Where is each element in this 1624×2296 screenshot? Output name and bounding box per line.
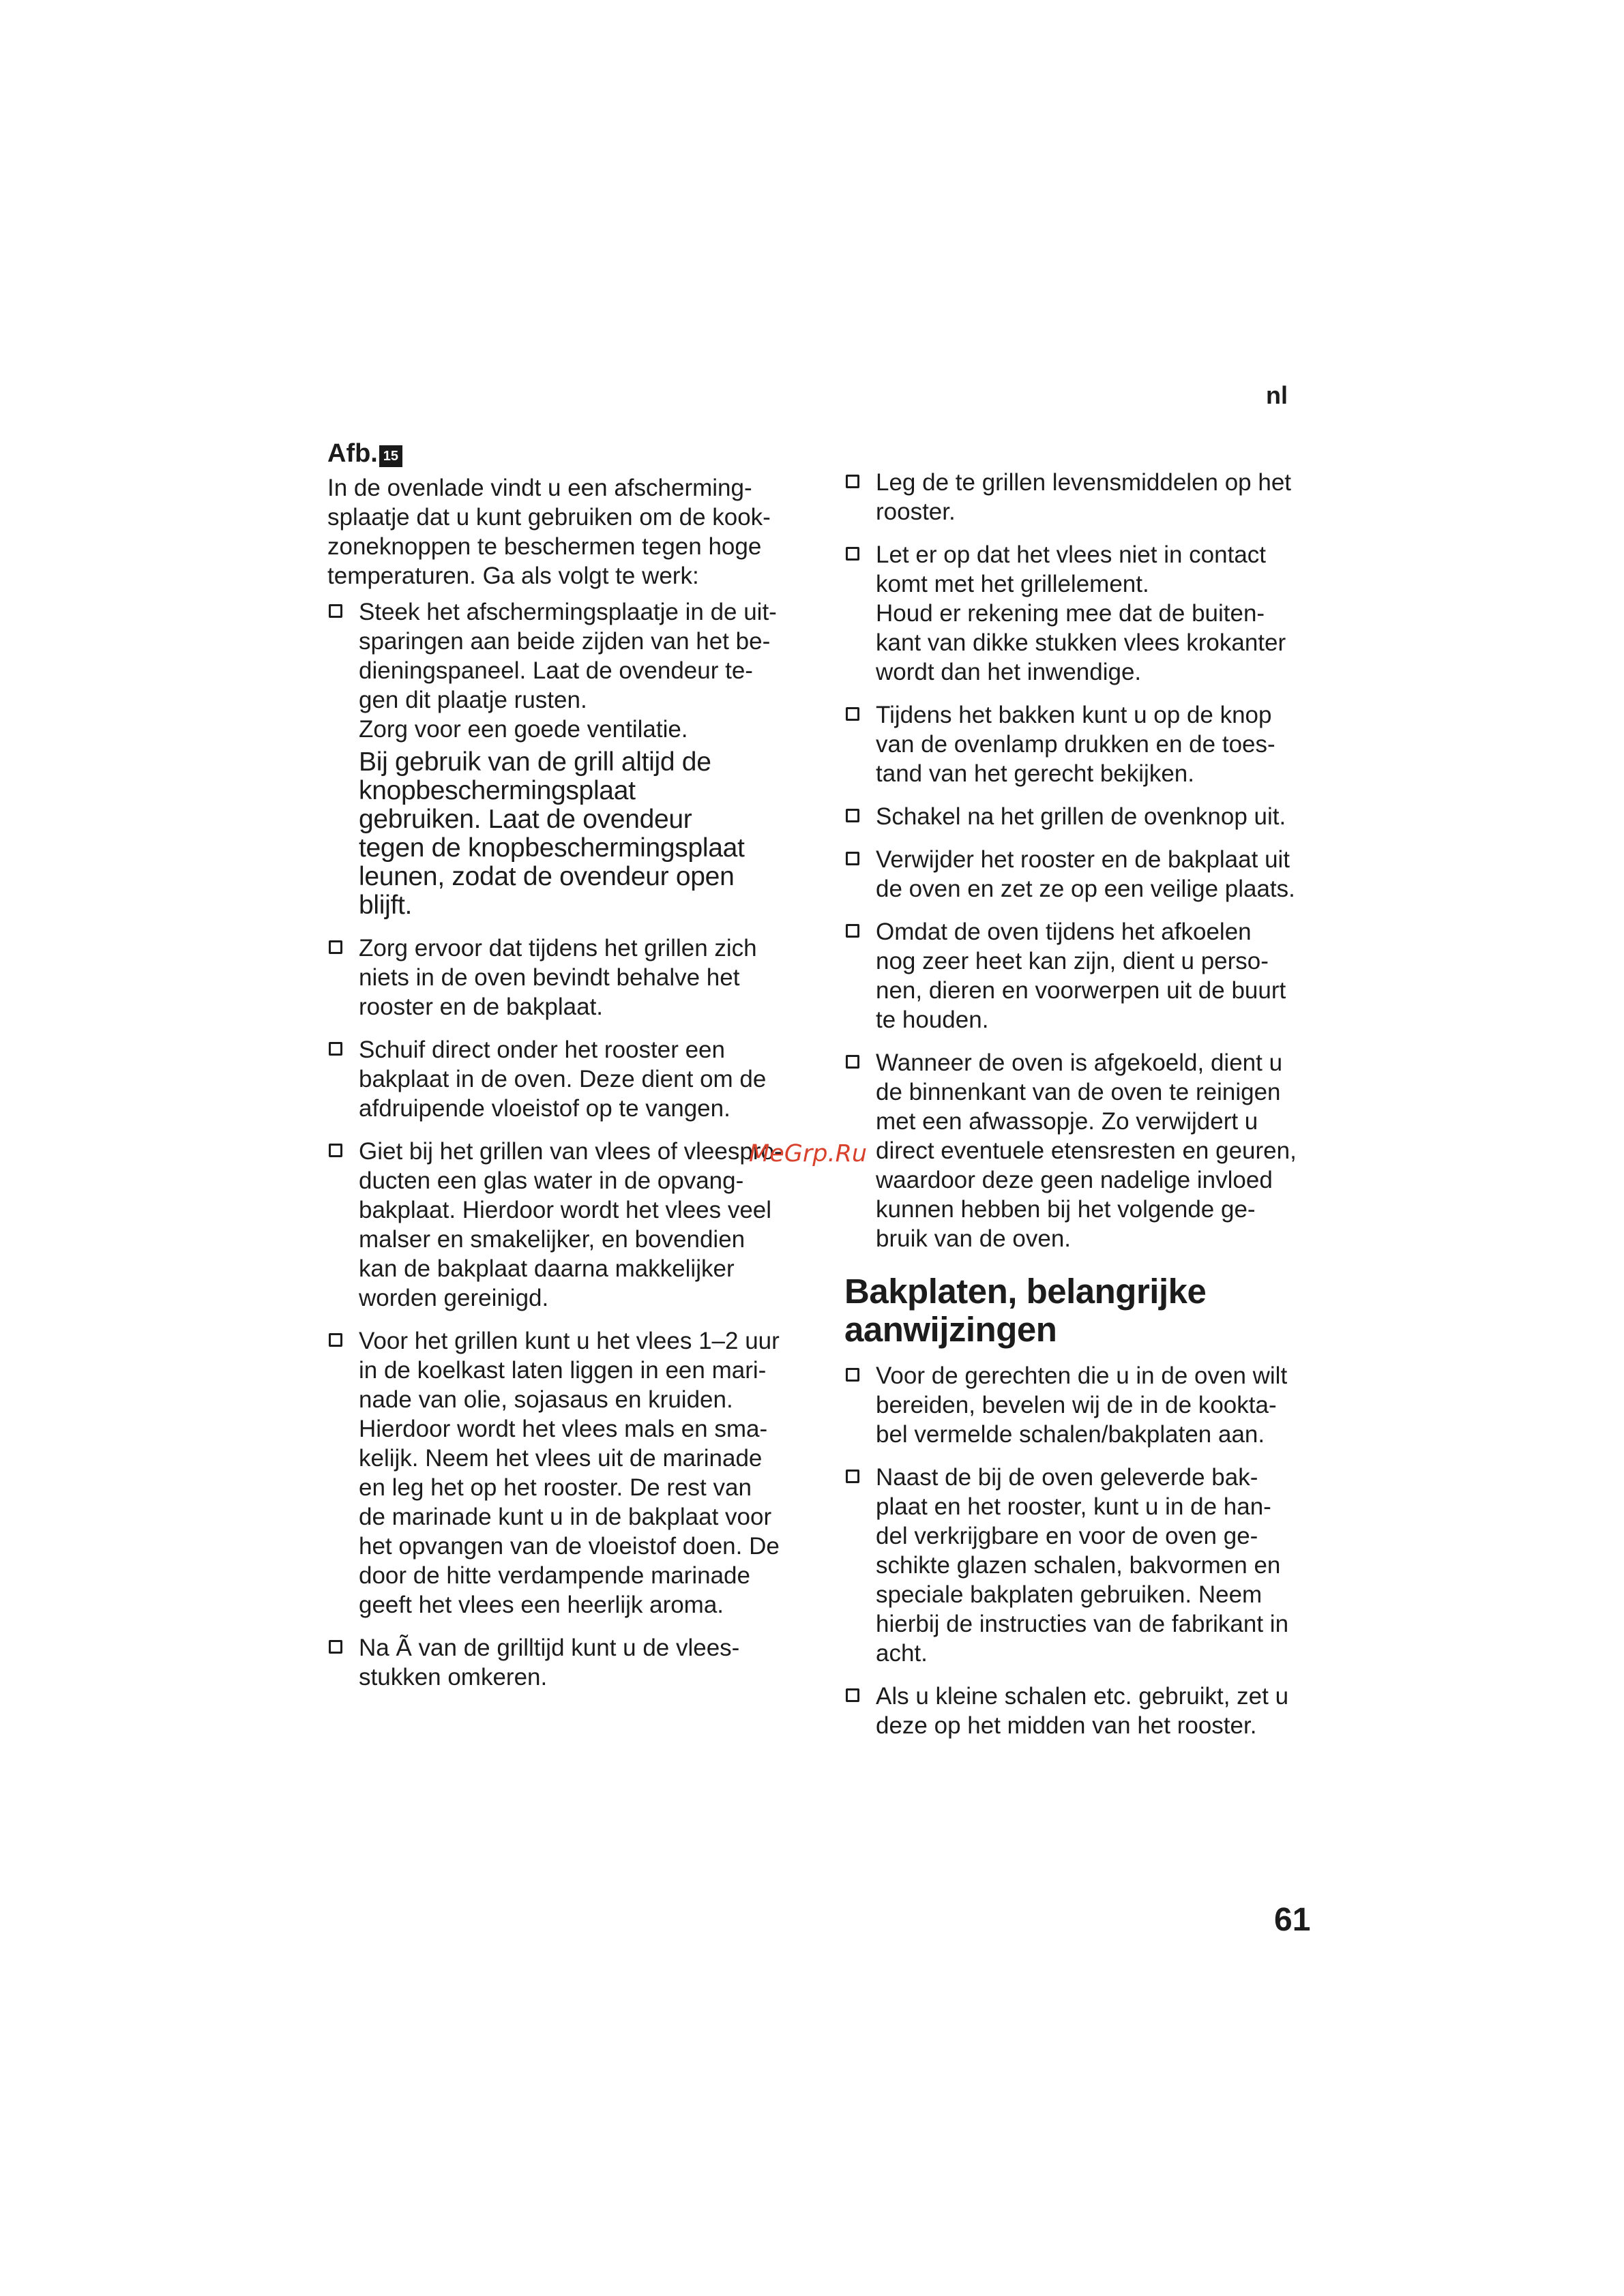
checkbox-bullet-icon [846, 924, 859, 938]
list-item [844, 1361, 1329, 1449]
list-item-text: Naast de bij de oven geleverde bak- plaat en het rooster, kunt u in de han- del verkrijgbare en voor de oven ge- schikte glazen schalen, bakvormen en speciale bakplaten gebruiken. Neem hierbij de instructies van de fabrikant in acht. [876, 1464, 1289, 1667]
list-item-text: Verwijder het rooster en de bakplaat uit de oven en zet ze op een veilige plaats. [876, 846, 1295, 902]
list-item-text: Na Ã van de grilltijd kunt u de vlees- stukken omkeren. [359, 1635, 740, 1690]
list-item [844, 468, 1329, 526]
list-item-text: Let er op dat het vlees niet in contact komt met het grillelement. Houd er rekening mee dat de buiten- kant van dikke stukken vlees krokanter wordt dan het inwendige. [876, 541, 1286, 685]
figure-label: Afb. [327, 439, 378, 468]
checkbox-bullet-icon [846, 1055, 859, 1069]
list-item-text: Omdat de oven tijdens het afkoelen nog zeer heet kan zijn, dient u perso- nen, dieren en voorwerpen uit de buurt te houden. [876, 919, 1286, 1033]
list-item-text: Zorg ervoor dat tijdens het grillen zich niets in de oven bevindt behalve het rooster en de bakplaat. [359, 935, 757, 1020]
checkbox-bullet-icon [329, 1144, 342, 1157]
checkbox-bullet-icon [329, 940, 342, 954]
list-item [327, 934, 812, 1022]
list-item [844, 917, 1329, 1034]
list-item [327, 597, 812, 920]
list-item-text: Voor de gerechten die u in de oven wilt bereiden, bevelen wij de in de kookta- bel vermelde schalen/bakplaten aan. [876, 1362, 1288, 1448]
checkbox-bullet-icon [846, 475, 859, 488]
list-item [844, 1682, 1329, 1740]
checkbox-bullet-icon [846, 707, 859, 721]
list-item-text: Als u kleine schalen etc. gebruikt, zet u deze op het midden van het rooster. [876, 1683, 1289, 1739]
checkbox-bullet-icon [846, 1688, 859, 1702]
watermark-text: MeGrp.Ru [749, 1140, 868, 1167]
list-item-text: Giet bij het grillen van vlees of vleespro- ducten een glas water in de opvang- bakplaat. Hierdoor wordt het vlees veel malser en smakelijker, en bovendien kan de bakplaat daarna makkelijker worden gereinigd. [359, 1138, 782, 1311]
checkbox-bullet-icon [846, 1470, 859, 1483]
list-item-text: Wanneer de oven is afgekoeld, dient u de binnenkant van de oven te reinigen met een afwassopje. Zo verwijdert u direct eventuele etensresten en geuren, waardoor deze geen nadelige invloed kunnen hebben bij het volgende ge- bruik van de oven. [876, 1049, 1297, 1252]
list-item-text: Steek het afschermingsplaatje in de uit- sparingen aan beide zijden van het be- dieningspaneel. Laat de ovendeur te- gen dit plaatje rusten. Zorg voor een goede ventilatie. [359, 599, 777, 743]
page-number: 61 [1274, 1902, 1311, 1938]
list-item [327, 1633, 812, 1692]
list-item-text: Voor het grillen kunt u het vlees 1–2 uur in de koelkast laten liggen in een mari- nade van olie, sojasaus en kruiden. Hierdoor wordt het vlees mals en sma- kelijk. Neem het vlees uit de marinade en leg het op het rooster. De rest van de marinade kunt u in de bakplaat voor het opvangen van de vloeistof doen. De door de hitte verdampende marinade geeft het vlees een heerlijk aroma. [359, 1328, 780, 1618]
language-code: nl [1266, 381, 1288, 409]
figure-reference [327, 436, 812, 471]
list-item [844, 802, 1329, 831]
checkbox-bullet-icon [329, 1042, 342, 1056]
right-column [844, 468, 1329, 1754]
warning-note: Bij gebruik van de grill altijd de knopbeschermingsplaat gebruiken. Laat de ovendeur tegen de knopbeschermingsplaat leunen, zodat de ovendeur open blijft. [359, 747, 745, 920]
list-item [327, 1326, 812, 1620]
list-item-text: Schuif direct onder het rooster een bakplaat in de oven. Deze dient om de afdruipende vloeistof op te vangen. [359, 1037, 767, 1122]
list-item-text: Tijdens het bakken kunt u op de knop van de ovenlamp drukken en de toes- tand van het gerecht bekijken. [876, 702, 1275, 787]
list-item [844, 700, 1329, 788]
checkbox-bullet-icon [846, 1368, 859, 1382]
section-title: Bakplaten, belangrijke aanwijzingen [844, 1272, 1207, 1349]
list-item [844, 1463, 1329, 1668]
checkbox-bullet-icon [846, 809, 859, 822]
checkbox-bullet-icon [329, 1640, 342, 1654]
checkbox-bullet-icon [846, 547, 859, 561]
left-column [327, 436, 812, 1705]
list-item [327, 1035, 812, 1123]
list-item-text: Schakel na het grillen de ovenknop uit. [876, 803, 1286, 830]
list-item-text: Leg de te grillen levensmiddelen op het rooster. [876, 469, 1292, 525]
list-item [844, 1048, 1329, 1253]
intro-paragraph: In de ovenlade vindt u een afscherming- splaatje dat u kunt gebruiken om de kook- zoneknoppen te beschermen tegen hoge temperaturen. Ga als volgt te werk: [327, 475, 771, 589]
checkbox-bullet-icon [329, 604, 342, 618]
list-item [327, 1137, 812, 1313]
checkbox-bullet-icon [329, 1333, 342, 1347]
list-item [844, 845, 1329, 904]
figure-number-badge: 15 [379, 445, 402, 467]
checkbox-bullet-icon [846, 852, 859, 865]
list-item [844, 540, 1329, 687]
